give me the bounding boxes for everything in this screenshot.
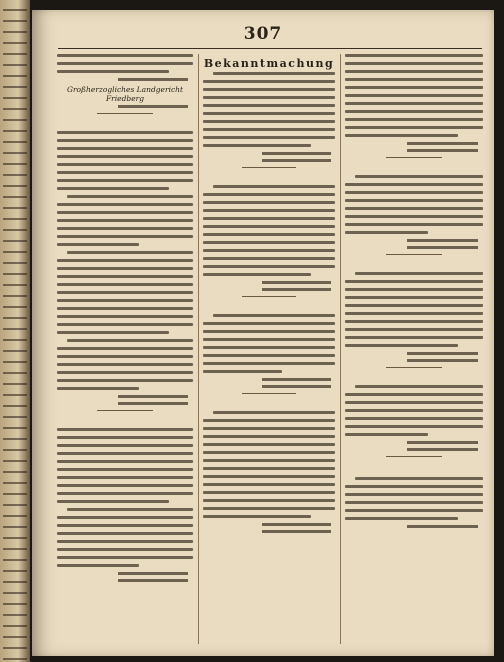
notice-text-lines (202, 314, 336, 373)
notice-heading-placeholder (202, 302, 336, 312)
notice-signature (407, 359, 478, 362)
notice-signature (262, 378, 330, 381)
notice-signature (118, 579, 188, 582)
notice-text-lines (344, 175, 484, 234)
notice-text-lines (344, 477, 484, 520)
text-column-middle (202, 54, 336, 644)
notice-block (202, 399, 336, 533)
notice-signature (407, 525, 478, 528)
notice-text-lines (56, 428, 194, 567)
notice-block (344, 462, 484, 528)
notice-separator (242, 167, 296, 168)
column-divider (198, 54, 199, 644)
notice-block (202, 173, 336, 291)
notice-heading-placeholder (344, 373, 484, 383)
notice-heading-placeholder (344, 462, 484, 475)
notice-block (56, 54, 194, 108)
gazette-page (32, 10, 494, 656)
notice-signature (407, 246, 478, 249)
notice-signature (407, 441, 478, 444)
notice-separator (97, 113, 152, 114)
notice-text-lines (344, 385, 484, 436)
notice-separator (386, 456, 442, 457)
notice-heading: Bekanntmachung (203, 57, 335, 70)
notice-signature (118, 105, 188, 108)
text-column-left (56, 54, 194, 644)
notice-signature (118, 402, 188, 405)
notice-signature (407, 448, 478, 451)
notice-heading-placeholder (56, 119, 194, 129)
notice-separator (242, 296, 296, 297)
notice-block (56, 119, 194, 405)
notice-block (202, 302, 336, 388)
notice-heading-placeholder (56, 416, 194, 426)
notice-text-lines (202, 411, 336, 518)
notice-block (56, 416, 194, 582)
notice-text-lines (56, 131, 194, 390)
notice-signature (262, 281, 330, 284)
notice-text-lines (56, 54, 194, 73)
notice-signature (262, 152, 330, 155)
notice-block (344, 54, 484, 152)
notice-heading-placeholder (202, 399, 336, 409)
notice-signature (262, 159, 330, 162)
page-number: 307 (243, 24, 283, 44)
notice-heading-placeholder (202, 173, 336, 183)
text-column-right (344, 54, 484, 644)
notice-separator (386, 254, 442, 255)
notice-text-lines (202, 185, 336, 276)
notice-signature (262, 523, 330, 526)
notice-heading-placeholder (344, 163, 484, 173)
notice-block (344, 260, 484, 362)
notice-block (202, 57, 336, 162)
notice-separator (386, 157, 442, 158)
notice-separator (386, 367, 442, 368)
notice-signature (407, 352, 478, 355)
notice-signature (262, 385, 330, 388)
notice-signature (407, 149, 478, 152)
notice-separator (97, 410, 152, 411)
notice-heading-placeholder (344, 260, 484, 270)
notice-signature (407, 239, 478, 242)
notice-text-lines (202, 72, 336, 147)
notice-block (344, 373, 484, 451)
notice-signature (118, 395, 188, 398)
header-rule (58, 48, 482, 49)
notice-signature (262, 288, 330, 291)
facing-page-edge (0, 0, 30, 662)
column-divider (340, 54, 341, 644)
notice-text-lines (344, 272, 484, 347)
notice-separator (242, 393, 296, 394)
notice-signature (262, 530, 330, 533)
notice-signature (407, 142, 478, 145)
notice-block (344, 163, 484, 249)
court-signature: Großherzogliches Landgericht Friedberg (66, 85, 184, 103)
notice-text-lines (344, 54, 484, 137)
notice-signature (118, 572, 188, 575)
notice-signature (118, 78, 188, 81)
